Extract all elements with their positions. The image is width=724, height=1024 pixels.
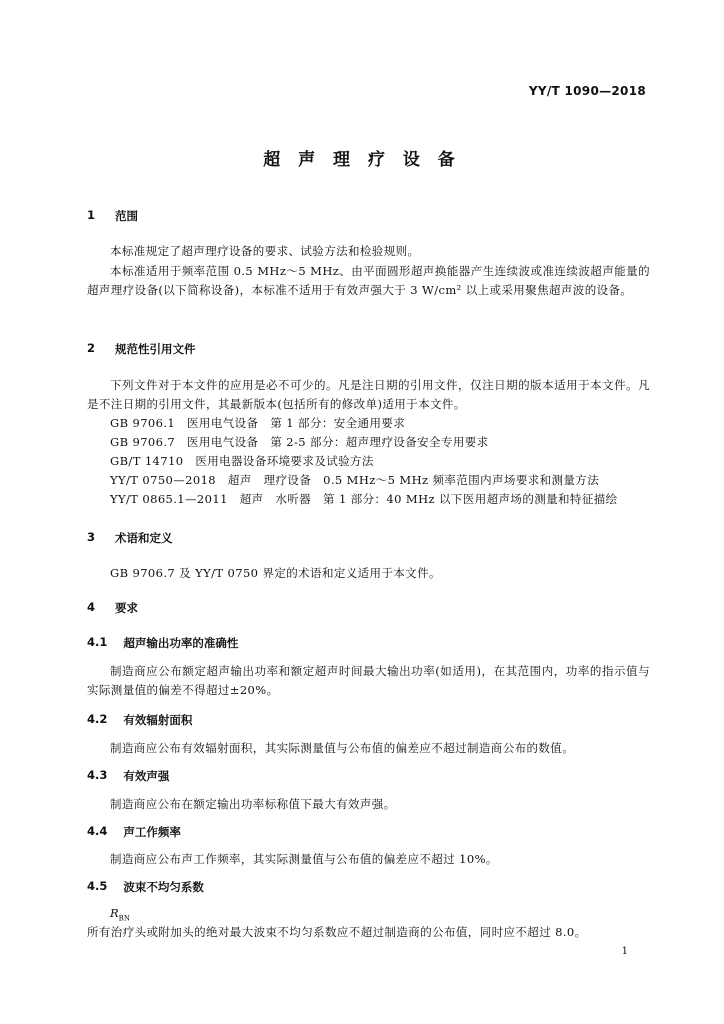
section-number: 4.3 <box>87 768 108 782</box>
reference-item: GB 9706.1 医用电气设备 第 1 部分：安全通用要求 <box>110 416 406 430</box>
section-title: 波束不均匀系数 <box>123 880 204 894</box>
section-number: 4.2 <box>87 712 108 726</box>
section-3-paragraph-1: GB 9706.7 及 YY/T 0750 界定的术语和定义适用于本文件。 <box>110 566 441 580</box>
section-1-heading <box>87 208 650 224</box>
section-title: 超声输出功率的准确性 <box>123 636 239 650</box>
section-4-1-paragraph: 制造商应公布额定超声输出功率和额定超声时间最大输出功率(如适用)，在其范围内，功率的指示值与实际测量值的偏差不得超过±20%。 <box>87 664 650 697</box>
section-number: 4.5 <box>87 879 108 893</box>
standard-code: YY/T 1090—2018 <box>528 84 646 98</box>
section-1-paragraph-2: 本标准适用于频率范围 0.5 MHz～5 MHz、由平面圆形超声换能器产生连续波或准连续波超声能量的超声理疗设备(以下简称设备)，本标准不适用于有效声强大于 3 W/cm² 以上或采用聚焦超声波的设备。 <box>87 264 650 297</box>
reference-item: GB/T 14710 医用电器设备环境要求及试验方法 <box>110 454 374 468</box>
section-title: 有效辐射面积 <box>123 713 193 727</box>
section-1-paragraph-1: 本标准规定了超声理疗设备的要求、试验方法和检验规则。 <box>110 244 420 258</box>
section-4-2-paragraph: 制造商应公布有效辐射面积，其实际测量值与公布值的偏差应不超过制造商公布的数值。 <box>110 741 575 755</box>
page-title: 超 声 理 疗 设 备 <box>263 150 461 170</box>
section-number: 4 <box>87 600 96 614</box>
section-title: 声工作频率 <box>123 825 181 839</box>
section-number: 4.1 <box>87 635 108 649</box>
section-4-2-heading <box>87 712 650 728</box>
section-number: 3 <box>87 530 96 544</box>
reference-item: YY/T 0865.1—2011 超声 水听器 第 1 部分：40 MHz 以下医用超声场的测量和特征描绘 <box>110 492 618 506</box>
section-title: 有效声强 <box>123 769 170 783</box>
section-title: 要求 <box>115 601 138 615</box>
reference-item: GB 9706.7 医用电气设备 第 2-5 部分：超声理疗设备安全专用要求 <box>110 435 489 449</box>
section-title: 范围 <box>115 209 138 223</box>
section-number: 2 <box>87 341 96 355</box>
section-4-5-paragraph: 所有治疗头或附加头的绝对最大波束不均匀系数应不超过制造商的公布值，同时应不超过 8.0。 <box>87 925 587 939</box>
section-2-paragraph-1: 下列文件对于本文件的应用是必不可少的。凡是注日期的引用文件，仅注日期的版本适用于本文件。凡是不注日期的引用文件，其最新版本(包括所有的修改单)适用于本文件。 <box>87 378 650 411</box>
section-4-heading <box>87 600 650 616</box>
section-number: 1 <box>87 208 96 222</box>
section-4-4-paragraph: 制造商应公布声工作频率，其实际测量值与公布值的偏差应不超过 10%。 <box>110 852 498 866</box>
section-4-3-heading <box>87 768 650 784</box>
symbol-subscript: BN <box>118 914 130 923</box>
section-4-1-heading <box>87 635 650 651</box>
symbol-letter: R <box>110 906 119 920</box>
section-title: 术语和定义 <box>115 531 173 545</box>
section-4-5-heading <box>87 879 650 895</box>
section-4-4-heading <box>87 824 650 840</box>
section-number: 4.4 <box>87 824 108 838</box>
section-4-3-paragraph: 制造商应公布在额定输出功率标称值下最大有效声强。 <box>110 797 396 811</box>
section-3-heading <box>87 530 650 546</box>
page-number: 1 <box>621 946 628 957</box>
section-2-heading <box>87 341 650 357</box>
reference-item: YY/T 0750—2018 超声 理疗设备 0.5 MHz～5 MHz 频率范围内声场要求和测量方法 <box>110 473 600 487</box>
section-title: 规范性引用文件 <box>115 342 196 356</box>
